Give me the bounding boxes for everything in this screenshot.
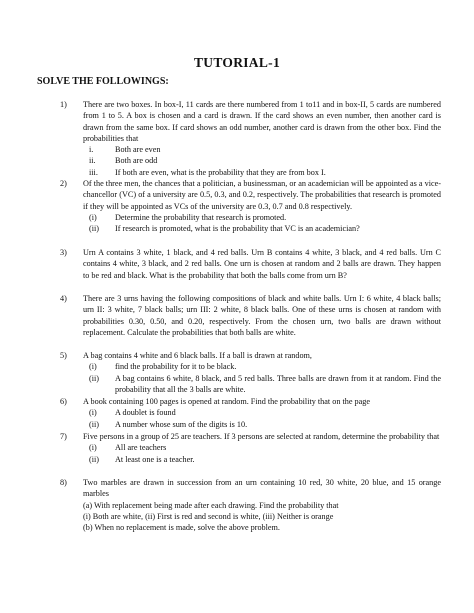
sub-part: i. Both are even — [89, 145, 161, 155]
sub-part: (i) Determine the probability that research is promoted. — [89, 212, 287, 222]
question-number: 3) — [60, 248, 67, 257]
question-number: 7) — [60, 432, 67, 441]
question-3 — [37, 247, 441, 281]
question-number: 2) — [60, 179, 67, 188]
sub-part: (i) All are teachers — [89, 443, 167, 453]
question-1 — [37, 99, 441, 178]
question-number: 5) — [60, 351, 67, 360]
sub-part: (ii) A bag contains 6 white, 8 black, and 5 red balls. Three balls are drawn from it at random. Find the probability that all the 3 balls are white. — [89, 373, 441, 394]
sub-line: (b) When no replacement is made, solve the above problem. — [83, 523, 280, 533]
section-heading: SOLVE THE FOLLOWINGS: — [37, 76, 169, 87]
sub-part: (ii) At least one is a teacher. — [89, 454, 195, 464]
question-2 — [37, 178, 441, 234]
sub-line: (i) Both are white, (ii) First is red and second is white, (iii) Neither is orange — [83, 511, 334, 521]
sub-line: (a) With replacement being made after each drawing. Find the probability that — [83, 500, 339, 510]
question-4 — [37, 293, 441, 338]
question-6 — [37, 396, 441, 430]
sub-part: (i) A doublet is found — [89, 408, 176, 418]
question-number: 4) — [60, 294, 67, 303]
question-text: Two marbles are drawn in succession from an urn containing 10 red, 30 white, 20 blue, and 15 orange marbles — [83, 478, 441, 499]
question-text: Urn A contains 3 white, 1 black, and 4 red balls. Urn B contains 4 white, 3 black, and 4 red balls. Urn C contains 4 white, 3 black, and 2 red balls. One urn is chosen at random and 2 balls are drawn. They happen to be red and black. What is the probability that both the balls come from urn B? — [83, 248, 441, 280]
sub-part: iii. If both are even, what is the probability that they are from box I. — [89, 167, 326, 177]
question-text: There are 3 urns having the following compositions of black and white balls. Urn I: 6 white, 4 black balls; urn II: 3 white, 7 black balls; urn III: 2 white, 8 black balls. One of these urns is chosen at random with probabilities 0.30, 0.50, and 0.20, respectively. From the chosen urn, two balls are drawn without replacement. Calculate the probabilities that both balls are white. — [83, 294, 441, 337]
question-text: A bag contains 4 white and 6 black balls. If a ball is drawn at random, — [83, 351, 312, 360]
sub-part: ii. Both are odd — [89, 156, 158, 166]
question-text: There are two boxes. In box-I, 11 cards are there numbered from 1 to11 and in box-II, 5 cards are numbered from 1 to 5. A box is chosen and a card is drawn. If the card shows an even number, then another card is drawn from the same box. If card shows an odd number, another card is drawn from the other box. Find the probabilities that — [83, 100, 441, 143]
sub-part: (ii) If research is promoted, what is the probability that VC is an academician? — [89, 224, 360, 234]
question-number: 8) — [60, 478, 67, 487]
question-text: Of the three men, the chances that a politician, a businessman, or an academician will be appointed as a vice-chancellor (VC) of a university are 0.5, 0.3, and 0.2, respectively. The probabilities that research is promoted if they will be appointed as VCs of the university are 0.3, 0.7 and 0.8 respectively. — [83, 179, 441, 211]
question-text: A book containing 100 pages is opened at random. Find the probability that on the page — [83, 397, 370, 406]
question-text: Five persons in a group of 25 are teachers. If 3 persons are selected at random, determine the probability that — [83, 432, 440, 441]
sub-part: (i) find the probability for it to be black. — [89, 362, 237, 372]
question-number: 1) — [60, 100, 67, 109]
question-number: 6) — [60, 397, 67, 406]
sub-part: (ii) A number whose sum of the digits is 10. — [89, 419, 248, 429]
question-8 — [37, 477, 441, 533]
page-title: TUTORIAL-1 — [193, 55, 281, 70]
question-5 — [37, 350, 441, 395]
question-7 — [37, 431, 441, 465]
